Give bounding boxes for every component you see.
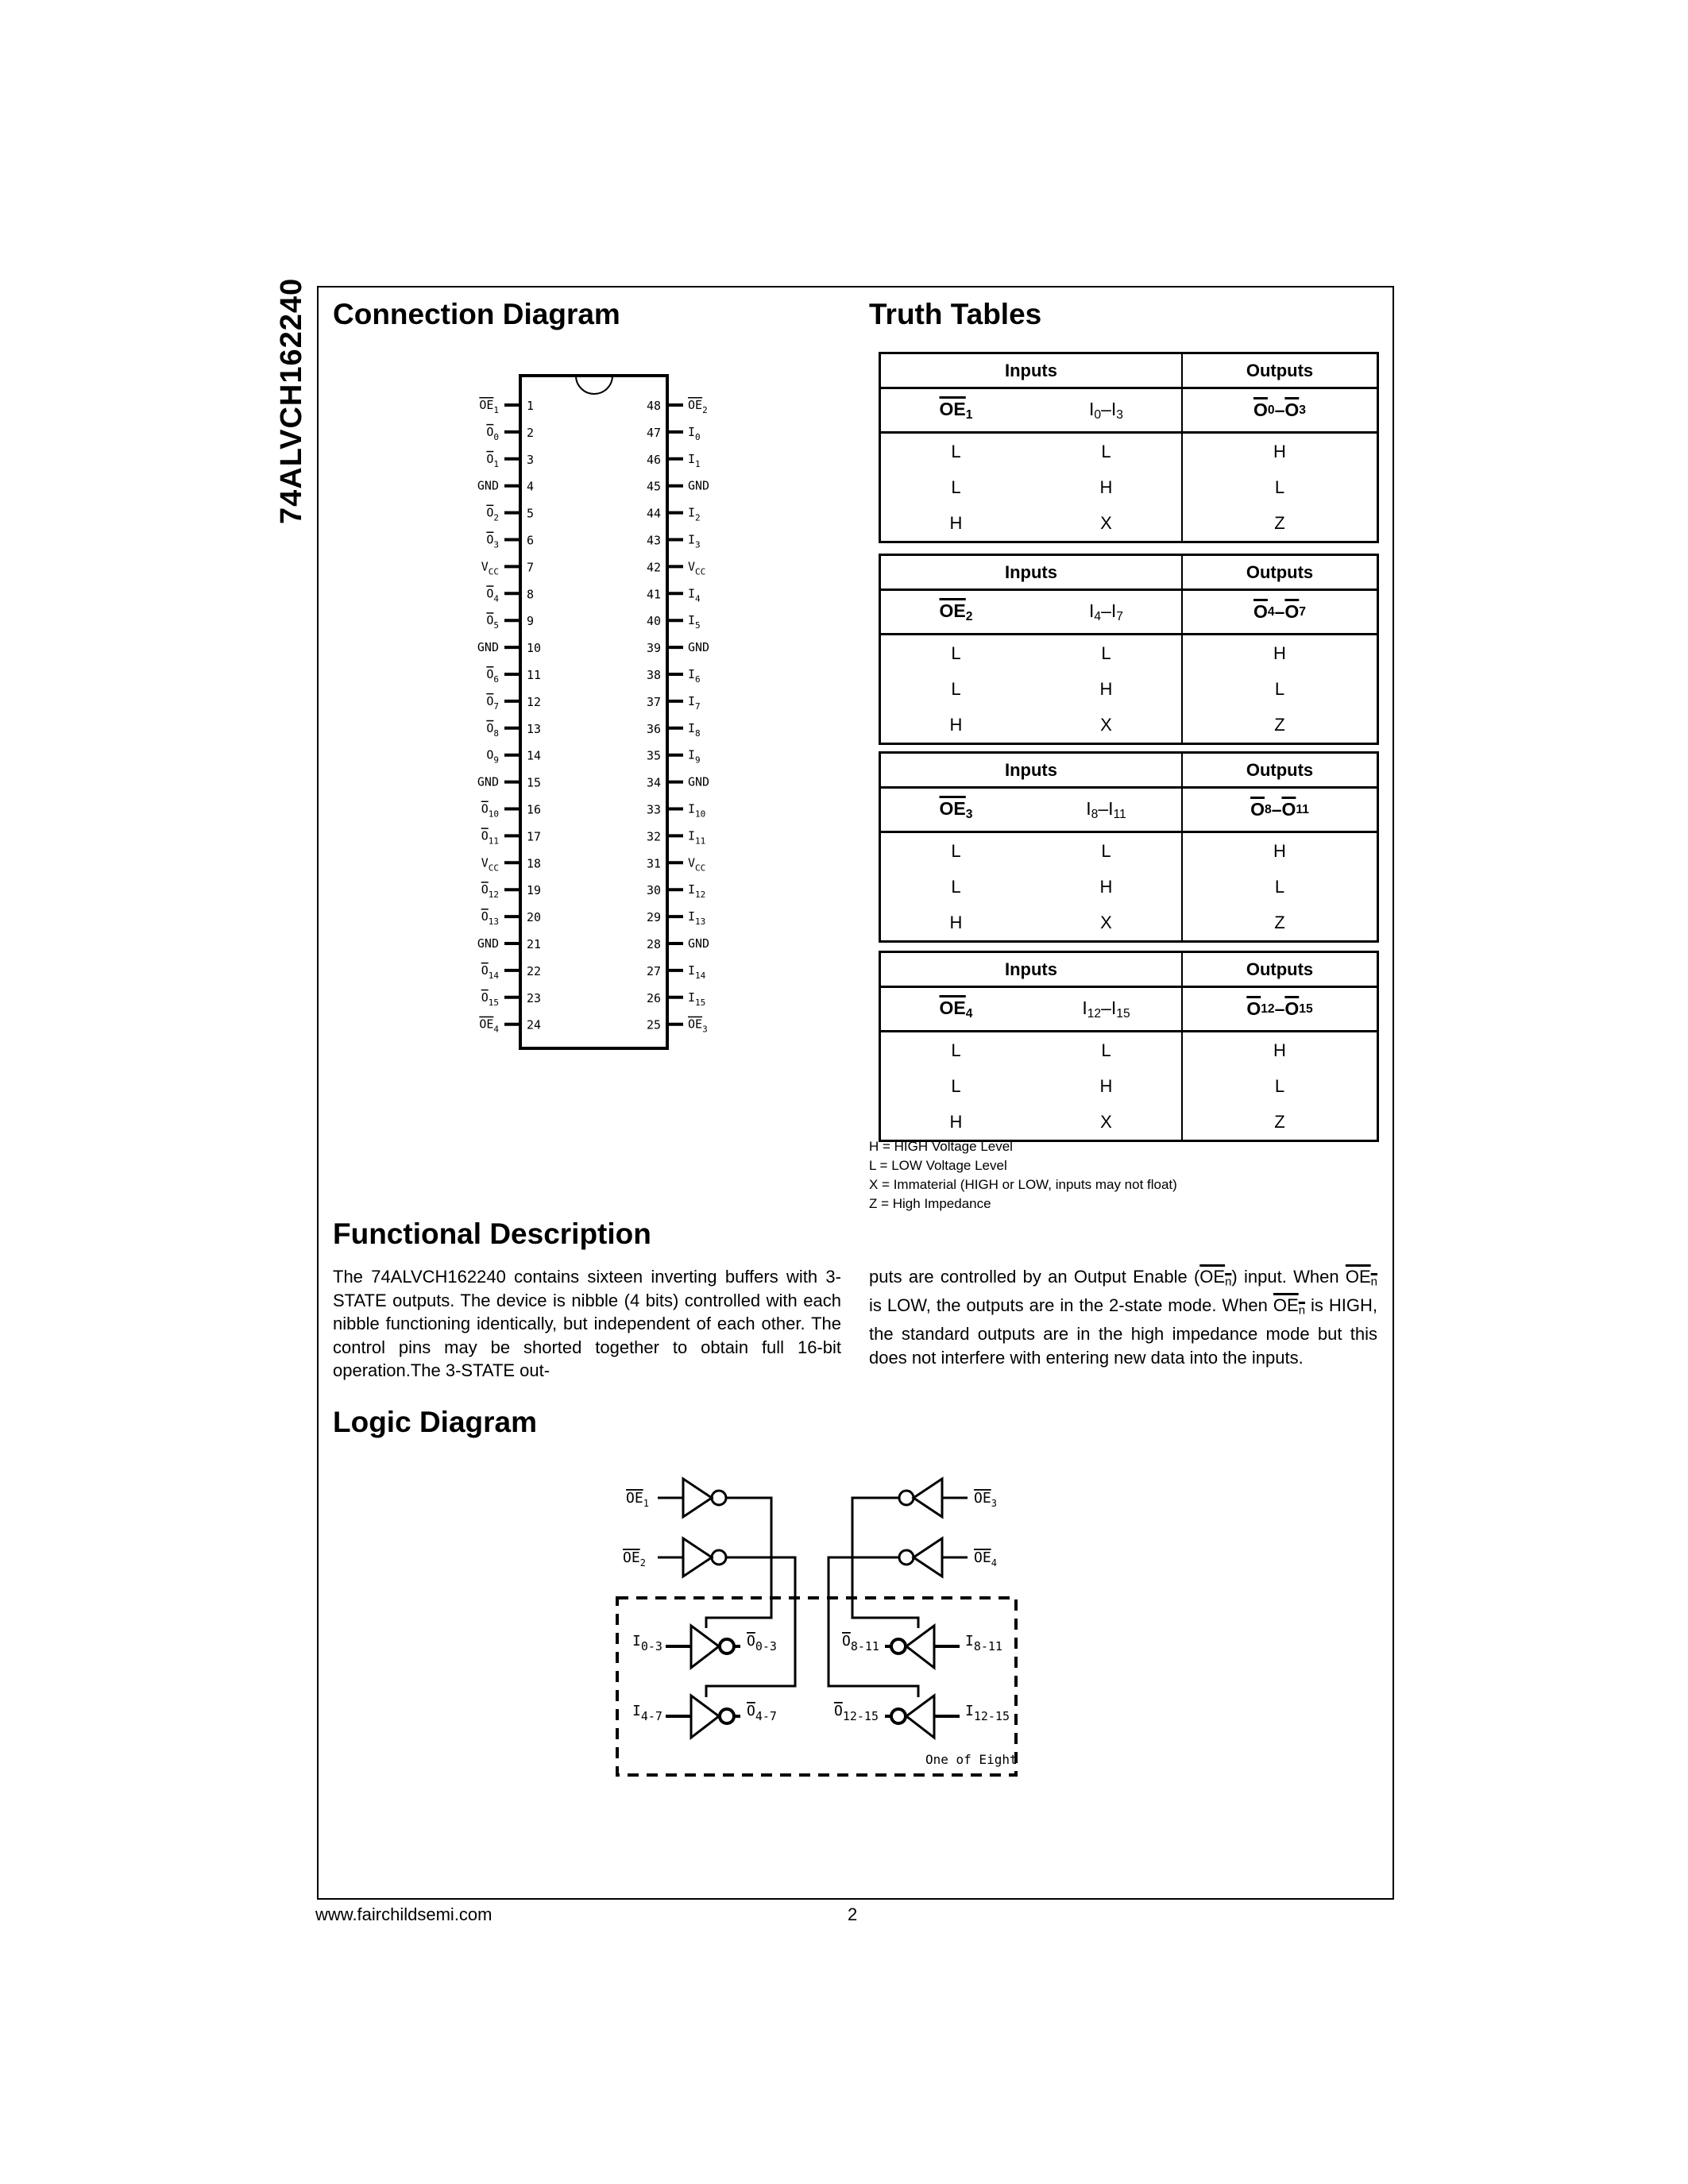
pin-6 <box>486 533 534 550</box>
table-row <box>881 833 1377 869</box>
pin-45 <box>647 479 709 494</box>
oe1-label: $OE_1$ <box>626 1490 649 1509</box>
pin-48 <box>647 398 708 415</box>
pin-number: 25 <box>646 1017 661 1032</box>
i47-label: $I_{4-7}$ <box>632 1703 662 1723</box>
pin-number: 39 <box>646 641 661 656</box>
pin-12 <box>486 694 541 712</box>
pin-34 <box>647 775 709 790</box>
pin-number: 47 <box>646 425 661 440</box>
output-value: H <box>1273 441 1286 461</box>
inputs-header: Inputs <box>881 953 1183 986</box>
pin-name: $O_1$ <box>486 451 499 469</box>
one-of-eight-caption: One of Eight <box>925 1752 1018 1767</box>
pin-number: 14 <box>527 748 542 763</box>
pin-name: $O_{12}$ <box>481 882 499 901</box>
truth-table-4 <box>879 951 1379 1142</box>
i1215-label: $I_{12-15}$ <box>965 1703 1010 1723</box>
pin-9 <box>486 613 534 631</box>
pin-number: 20 <box>527 910 542 925</box>
pin-39 <box>647 640 709 655</box>
one-of-eight-boundary <box>617 1598 1016 1775</box>
pin-number: 27 <box>646 963 661 978</box>
pin-44 <box>647 506 701 523</box>
oe-column-header: $\overline{OE}_2$ <box>939 600 973 623</box>
table-row <box>881 505 1377 541</box>
pin-name: $I_6$ <box>688 667 701 685</box>
pin-7 <box>481 559 534 577</box>
pin-21 <box>477 936 541 951</box>
input-value: L <box>1101 642 1111 663</box>
pin-number: 26 <box>646 990 661 1005</box>
pin-name: $OE_1$ <box>479 398 499 415</box>
pin-name: $I_8$ <box>688 720 701 739</box>
oe-n-symbol: $OE_n$ <box>1199 1267 1232 1289</box>
outputs-header: Outputs <box>1246 360 1314 380</box>
pin-name: $I_{11}$ <box>688 828 706 847</box>
output-value: L <box>1274 678 1285 699</box>
oe-value: H <box>949 714 963 735</box>
pin-17 <box>481 828 541 846</box>
pin-16 <box>481 802 541 820</box>
pin-30 <box>647 882 705 900</box>
output-value: L <box>1274 876 1285 897</box>
pin-13 <box>486 721 541 739</box>
pin-name: GND <box>688 774 710 789</box>
pin-36 <box>647 721 701 739</box>
outputs-header: Outputs <box>1246 959 1314 979</box>
output-value: H <box>1273 642 1286 663</box>
pin-number: 40 <box>646 614 661 629</box>
page-number: 2 <box>848 1904 858 1924</box>
pin-46 <box>647 452 701 469</box>
pin-number: 22 <box>527 963 542 978</box>
pin-number: 29 <box>646 910 661 925</box>
legend-item: H = HIGH Voltage Level <box>869 1139 1013 1154</box>
pin-number: 16 <box>527 802 542 817</box>
pin-23 <box>481 990 541 1008</box>
oe-value: L <box>951 840 961 861</box>
pin-number: 33 <box>646 802 661 817</box>
pin-number: 34 <box>646 775 661 790</box>
oe-column-header: $\overline{OE}_3$ <box>939 797 973 821</box>
oe3-inverter-icon <box>852 1479 968 1628</box>
pin-name: $O_5$ <box>486 613 499 631</box>
pin-name: GND <box>688 478 710 493</box>
pin-name: $O_4$ <box>486 586 499 604</box>
pin-name: $O_3$ <box>486 532 499 550</box>
pin-number: 48 <box>646 399 661 413</box>
pin-number: 45 <box>646 479 661 494</box>
table-row <box>881 1104 1377 1140</box>
output-value: Z <box>1274 1111 1285 1132</box>
pin-name: $OE_2$ <box>688 398 708 415</box>
pin-5 <box>486 506 534 523</box>
output-range-column-header: $\overline{O}$ 8 – $\overline{O}$ 11 <box>1250 799 1309 820</box>
output-value: L <box>1274 1075 1285 1096</box>
input-value: X <box>1100 912 1112 932</box>
vertical-part-number <box>275 277 308 524</box>
pin-29 <box>647 909 705 927</box>
table-row <box>881 869 1377 905</box>
pin-number: 13 <box>527 721 542 736</box>
o811-label: $O_{8-11}$ <box>842 1633 879 1653</box>
pin-name: $O_{11}$ <box>481 828 499 847</box>
output-value: H <box>1273 1040 1286 1060</box>
oe-value: L <box>951 1040 961 1060</box>
input-value: L <box>1101 1040 1111 1060</box>
pin-1 <box>479 398 534 415</box>
pin-name: $I_{10}$ <box>688 801 706 820</box>
pin-number: 24 <box>527 1017 542 1032</box>
connection-diagram-heading: Connection Diagram <box>333 298 620 330</box>
input-range-column-header: $I_8-I_{11}$ <box>1086 797 1126 821</box>
pin-number: 38 <box>646 668 661 682</box>
buffer-0-3-icon <box>666 1626 740 1668</box>
oe-value: H <box>949 1111 963 1132</box>
i811-label: $I_{8-11}$ <box>965 1633 1002 1653</box>
pin-number: 28 <box>646 937 661 951</box>
pin-name: $OE_3$ <box>688 1017 708 1035</box>
table-subheader-row <box>881 591 1377 635</box>
functional-description-heading: Functional Description <box>333 1217 651 1250</box>
pin-number: 18 <box>527 856 542 871</box>
pin-name: $O_0$ <box>486 424 499 442</box>
pin-26 <box>647 990 705 1008</box>
i03-label: $I_{0-3}$ <box>632 1633 662 1653</box>
table-subheader-row <box>881 988 1377 1032</box>
pin-name: $I_{15}$ <box>688 990 706 1008</box>
pin-name: $O_9$ <box>486 747 499 766</box>
functional-description-col2: puts are controlled by an Output Enable $(OE_n)$ input. When $OE_n$ is LOW, the outputs are in the 2-state mode. When $OE_n$ is HIGH, the standard outputs are in the high impedance mode but this does not interfere with entering new data into the inputs. <box>869 1267 1377 1368</box>
truth-table-1 <box>879 352 1379 543</box>
pin-name: $O_7$ <box>486 693 499 712</box>
pin-name: $I_9$ <box>688 747 701 766</box>
input-value: L <box>1101 441 1111 461</box>
oe-column-header: $\overline{OE}_1$ <box>939 398 973 422</box>
pin-name: $I_2$ <box>688 505 701 523</box>
ic-pinout-diagram <box>445 365 731 1056</box>
pin-number: 3 <box>527 452 535 467</box>
pin-name: GND <box>477 774 499 789</box>
table-row <box>881 434 1377 469</box>
input-value: X <box>1100 512 1112 533</box>
table-row <box>881 707 1377 743</box>
pin-3 <box>486 452 534 469</box>
pin-number: 46 <box>646 452 661 467</box>
input-value: X <box>1100 1111 1112 1132</box>
pin-number: 15 <box>527 775 542 790</box>
pin-number: 12 <box>527 694 542 709</box>
pin-name: $V_{CC}$ <box>481 559 499 577</box>
legend-item: Z = High Impedance <box>869 1196 991 1211</box>
pin-number: 37 <box>646 694 661 709</box>
pin-number: 9 <box>527 614 535 629</box>
oe3-label: $OE_3$ <box>974 1490 997 1509</box>
output-value: L <box>1274 477 1285 497</box>
pin-number: 32 <box>646 829 661 844</box>
pin-22 <box>481 963 541 981</box>
table-header-row <box>881 354 1377 389</box>
pin-number: 7 <box>527 560 535 575</box>
pin-number: 43 <box>646 533 661 548</box>
pin-name: GND <box>688 640 710 655</box>
pin-name: $I_{12}$ <box>688 882 706 901</box>
pin-25 <box>647 1017 708 1035</box>
table-row <box>881 1032 1377 1068</box>
pin-name: $O_{14}$ <box>481 963 499 981</box>
output-value: Z <box>1274 714 1285 735</box>
legend-item: L = LOW Voltage Level <box>869 1158 1007 1173</box>
functional-description-col1: The 74ALVCH162240 contains sixteen inverting buffers with 3-STATE outputs. The device is nibble (4 bits) controlled with each nibble functioning identically, but independent of each other. The control pins may be shorted together to obtain full 16-bit operation.The 3-STATE out- <box>333 1267 841 1380</box>
oe-value: H <box>949 512 963 533</box>
table-subheader-row <box>881 789 1377 833</box>
table-header-row <box>881 556 1377 591</box>
pin-number: 35 <box>646 748 661 763</box>
output-range-column-header: $\overline{O}$ 0 – $\overline{O}$ 3 <box>1253 399 1306 420</box>
table-header-row <box>881 953 1377 988</box>
pin-name: $I_7$ <box>688 693 701 712</box>
oe-value: L <box>951 678 961 699</box>
pin-number: 2 <box>527 425 535 440</box>
pin-number: 8 <box>527 587 535 602</box>
input-value: H <box>1099 1075 1113 1096</box>
pin-number: 5 <box>527 506 535 521</box>
pin-number: 6 <box>527 533 535 548</box>
pin-number: 19 <box>527 883 542 898</box>
pin-name: GND <box>477 640 499 655</box>
pin-number: 10 <box>527 641 542 656</box>
pin-19 <box>481 882 541 900</box>
pin-41 <box>647 586 701 604</box>
pin-24 <box>479 1017 541 1035</box>
o1215-label: $O_{12-15}$ <box>834 1703 879 1723</box>
pin-name: $I_4$ <box>688 586 701 604</box>
pin-name: GND <box>477 936 499 951</box>
oe-value: H <box>949 912 963 932</box>
pin-number: 31 <box>646 856 661 871</box>
pin-31 <box>647 855 705 873</box>
outputs-header: Outputs <box>1246 561 1314 582</box>
buffer-12-15-icon <box>885 1696 960 1738</box>
truth-table-3 <box>879 751 1379 943</box>
pin-name: $V_{CC}$ <box>688 559 706 577</box>
output-value: Z <box>1274 912 1285 932</box>
pin-name: $I_3$ <box>688 532 701 550</box>
input-range-column-header: $I_{12}-I_{15}$ <box>1082 997 1130 1021</box>
pin-number: 4 <box>527 479 535 494</box>
pin1-notch <box>576 376 612 394</box>
pin-name: $V_{CC}$ <box>481 855 499 874</box>
input-value: X <box>1100 714 1112 735</box>
legend-item: X = Immaterial (HIGH or LOW, inputs may not float) <box>869 1177 1177 1192</box>
pin-8 <box>486 586 534 604</box>
table-row <box>881 1068 1377 1104</box>
truth-tables-heading: Truth Tables <box>869 298 1042 330</box>
pin-number: 42 <box>646 560 661 575</box>
pin-name: $I_1$ <box>688 451 701 469</box>
pin-20 <box>481 909 541 927</box>
pin-name: $V_{CC}$ <box>688 855 706 874</box>
pin-number: 36 <box>646 721 661 736</box>
pin-10 <box>477 640 541 655</box>
pin-name: $O_6$ <box>486 667 499 685</box>
pin-name: GND <box>688 936 710 951</box>
pin-32 <box>647 828 705 846</box>
pin-number: 1 <box>527 399 535 413</box>
table-row <box>881 635 1377 671</box>
pin-name: $I_0$ <box>688 424 701 442</box>
pin-name: $O_2$ <box>486 505 499 523</box>
output-range-column-header: $\overline{O}$ 4 – $\overline{O}$ 7 <box>1253 601 1306 622</box>
pin-42 <box>647 559 705 577</box>
table-row <box>881 469 1377 505</box>
inputs-header: Inputs <box>881 354 1183 387</box>
oe-value: L <box>951 441 961 461</box>
table-subheader-row <box>881 389 1377 434</box>
table-row <box>881 671 1377 707</box>
pin-number: 17 <box>527 829 542 844</box>
oe-value: L <box>951 642 961 663</box>
logic-diagram <box>604 1437 1112 1787</box>
inputs-header: Inputs <box>881 556 1183 588</box>
truth-table-legend <box>869 1137 1177 1214</box>
pin-40 <box>647 613 701 631</box>
pin-number: 30 <box>646 883 661 898</box>
oe-column-header: $\overline{OE}_4$ <box>939 997 973 1021</box>
oe-n-symbol: $OE_n$ <box>1273 1295 1306 1318</box>
pin-14 <box>486 748 541 766</box>
output-range-column-header: $\overline{O}$ 12 – $\overline{O}$ 15 <box>1246 998 1313 1019</box>
pin-35 <box>647 748 701 766</box>
oe-value: L <box>951 477 961 497</box>
pin-name: $I_{14}$ <box>688 963 706 981</box>
oe4-label: $OE_4$ <box>974 1549 997 1569</box>
input-value: H <box>1099 876 1113 897</box>
oe1-inverter-icon <box>658 1479 771 1628</box>
pin-11 <box>486 667 541 685</box>
pin-38 <box>647 667 701 685</box>
pin-28 <box>647 936 709 951</box>
pin-name: GND <box>477 478 499 493</box>
input-value: H <box>1099 678 1113 699</box>
inputs-header: Inputs <box>881 754 1183 786</box>
pin-name: $O_8$ <box>486 720 499 739</box>
pin-27 <box>647 963 706 981</box>
pin-15 <box>477 775 541 790</box>
pin-number: 21 <box>527 937 542 951</box>
pin-47 <box>647 425 701 442</box>
table-header-row <box>881 754 1377 789</box>
oe-n-symbol: $OE_n$ <box>1345 1267 1377 1289</box>
pin-2 <box>486 425 534 442</box>
pin-name: $I_5$ <box>688 613 701 631</box>
pin-18 <box>481 855 541 873</box>
logic-diagram-heading: Logic Diagram <box>333 1406 537 1438</box>
pin-number: 11 <box>527 668 542 682</box>
truth-table-2 <box>879 554 1379 745</box>
pin-number: 41 <box>646 587 661 602</box>
part-number-text: 74ALVCH162240 <box>275 277 308 524</box>
output-value: H <box>1273 840 1286 861</box>
outputs-header: Outputs <box>1246 759 1314 780</box>
input-range-column-header: $I_4-I_7$ <box>1089 600 1123 623</box>
pin-name: $O_{10}$ <box>481 801 499 820</box>
input-value: L <box>1101 840 1111 861</box>
pin-33 <box>647 802 705 820</box>
footer-url[interactable]: www.fairchildsemi.com <box>315 1904 492 1924</box>
ic-body <box>520 376 667 1048</box>
output-value: Z <box>1274 512 1285 533</box>
pin-name: $O_{13}$ <box>481 909 499 928</box>
pin-43 <box>647 533 701 550</box>
buffer-4-7-icon <box>666 1696 740 1738</box>
o03-label: $O_{0-3}$ <box>747 1633 777 1653</box>
pin-4 <box>477 479 534 494</box>
oe-value: L <box>951 1075 961 1096</box>
oe2-label: $OE_2$ <box>623 1549 646 1569</box>
pin-number: 23 <box>527 990 542 1005</box>
input-value: H <box>1099 477 1113 497</box>
pin-number: 44 <box>646 506 661 521</box>
pin-37 <box>647 694 701 712</box>
pin-name: $I_{13}$ <box>688 909 706 928</box>
table-row <box>881 905 1377 940</box>
pin-name: $OE_4$ <box>479 1017 499 1035</box>
input-range-column-header: $I_0-I_3$ <box>1089 398 1123 422</box>
pin-name: $O_{15}$ <box>481 990 499 1008</box>
o47-label: $O_{4-7}$ <box>747 1703 777 1723</box>
oe-value: L <box>951 876 961 897</box>
buffer-8-11-icon <box>885 1626 960 1668</box>
